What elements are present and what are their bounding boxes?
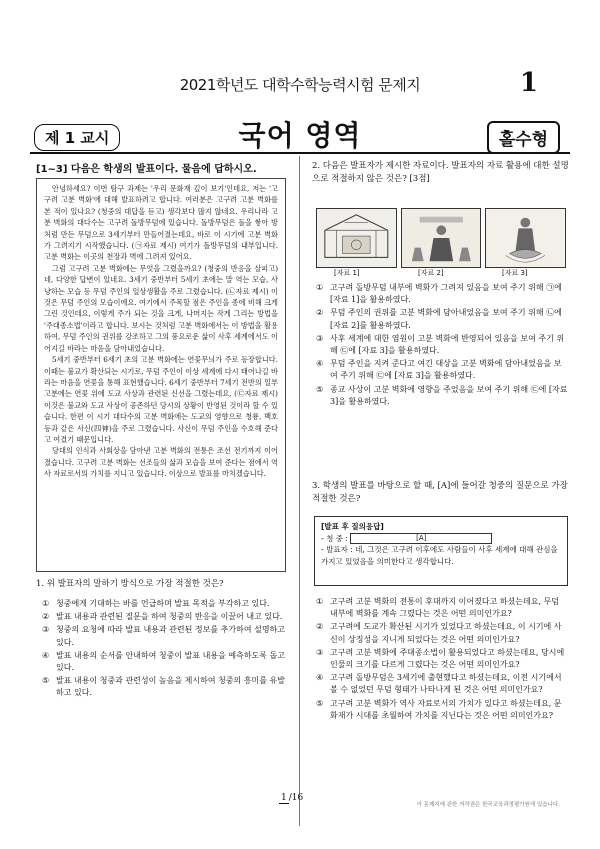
session-label: 제 1 교시 xyxy=(34,124,120,151)
qa-presenter-line: - 발표자 : 네, 그것은 고구려 이후에도 사람들이 사후 세계에 대해 관심을 가지고 있었음을 의미한다고 생각합니다. xyxy=(321,545,558,566)
option[interactable]: ⑤ 고구려 고분 벽화가 역사 자료로서의 가치가 있다고 하셨는데요, 문화재가 시대를 초월하여 가치를 지닌다는 것은 어떤 의미인가요? xyxy=(316,698,562,720)
option[interactable]: ② 고구려에 도교가 확산된 시기가 있었다고 하셨는데요, 이 시기에 사신이 상징성을 지니게 되었다는 것은 어떤 의미인가요? xyxy=(316,622,562,644)
passage-paragraph: 당대의 인식과 사회상을 담아낸 고분 벽화의 전통은 조선 전기까지 이어졌습니다. 고구려 고분 벽화는 선조들의 삶과 모습을 보여 준다는 점에서 역사 자료로서의 가치를 지니고 있습니다. 이상으로 발표를 마치겠습니다. xyxy=(44,446,278,479)
header-rule xyxy=(30,152,570,154)
option[interactable]: ① 고구려 돌방무덤 내부에 벽화가 그려져 있음을 보여 주기 위해 ㉠에 [자료 1]을 활용하였다. xyxy=(316,283,562,305)
column-divider xyxy=(299,156,300,826)
tomb-interior-image xyxy=(316,208,397,268)
option[interactable]: ③ 고구려 고분 벽화에 주대종소법이 활용되었다고 하셨는데요, 당시에 인물의 크기를 다르게 그렸다는 것은 어떤 의미인가요? xyxy=(316,647,565,670)
question-2-options xyxy=(316,282,568,409)
option[interactable]: ④ 무덤 주인을 지켜 준다고 여긴 대상을 고분 벽화에 담아내었음을 보여 주기 위해 ㉢에 [자료 3]을 활용하였다. xyxy=(316,359,562,381)
page-indicator: 1 /16 xyxy=(281,793,304,803)
instruction: [1~3] 다음은 학생의 발표이다. 물음에 답하시오. xyxy=(36,164,257,175)
passage-paragraph: 5세기 중반부터 6세기 초의 고분 벽화에는 연꽃무늬가 주로 등장합니다. 이때는 불교가 확산되는 시기로, 무덤 주인이 이상 세계에 다시 태어나길 바라는 마음을 연꽃을 통해 표현했습니다. 6세기 중반부터 7세기 전반의 일부 고분에는 연꽃 위에 도교 사상과 관련된 신선을 그렸는데요, (㉢자료 제시) 이것은 불교와 도교 사상이 공존하던 당시의 상황이 반영된 것이라 할 수 있습니다. 한편 이 시기 대다수의 고분 벽화에는 도교의 영향으로 청룡, 백호 등과 같은 사신(四神)을 주로 그렸습니다. 사신이 무덤 주인을 수호해 준다고 여겼기 때문입니다. xyxy=(44,355,278,444)
qa-box-title: [발표 후 질의응답] xyxy=(321,522,384,531)
exam-title: 2021학년도 대학수학능력시험 문제지 xyxy=(179,76,421,94)
passage-box xyxy=(36,178,286,572)
copyright-notice: 이 문제지에 관한 저작권은 한국교육과정평가원에 있습니다. xyxy=(416,802,560,808)
option[interactable]: ③ 사후 세계에 대한 염원이 고분 벽화에 반영되어 있음을 보여 주기 위해 ㉢에 [자료 3]을 활용하였다. xyxy=(316,333,565,356)
tomb-owner-portrait-image xyxy=(401,208,482,268)
passage-paragraph: 그럼 고구려 고분 벽화에는 무엇을 그렸을까요? (청중의 반응을 살피고) 네, 다양한 답변이 있네요. 3세기 중반부터 5세기 초에는 말 역는 모습, 사냥하는 모습 등 무덤 주인의 일상생활을 주로 그렸습니다. (㉡자료 제시) 이것은 무덤 주인의 모습이에요. 여기에서 주목할 점은 주인을 종에 비해 크게 그린 것인데요, 이렇게 주가 되는 것을 크게, 나머지는 작게 그리는 방법을 '주대종소법'이라고 합니다. 보시는 것처럼 고분 벽화에서는 이 방법을 활용하여, 무덤 주인의 권위를 강조하고 그의 풍요로운 삶이 사후 세계에서도 이어지길 바라는 마음을 담아내었습니다. xyxy=(44,263,278,353)
option[interactable]: ② 발표 내용과 관련된 질문을 하여 청중의 반응을 이끌어 내고 있다. xyxy=(42,612,283,622)
subject-title: 국어 영역 xyxy=(238,119,362,152)
question-2-stem: 2. 다음은 발표자가 제시한 자료이다. 발표자의 자료 활용에 대한 설명으로 적절하지 않은 것은? [3점] xyxy=(312,161,569,184)
form-type-badge: 홀수형 xyxy=(487,121,560,154)
option[interactable]: ⑤ 종교 사상이 고분 벽화에 영향을 주었음을 보여 주기 위해 ㉢에 [자료 3]을 활용하였다. xyxy=(316,384,568,406)
option[interactable]: ① 청중에게 기대하는 바를 언급하며 발표 목적을 부각하고 있다. xyxy=(42,599,270,608)
immortal-on-lotus-image xyxy=(485,208,566,268)
blank-a: [A] xyxy=(350,533,492,544)
qa-box xyxy=(314,516,568,586)
figure-caption: [자료 3] xyxy=(502,269,528,277)
option[interactable]: ④ 고구려 돌방무덤은 3세기에 출현했다고 하셨는데요, 이전 시기에서 볼 수 없었던 무덤 형태가 나타나게 된 것은 어떤 의미인가요? xyxy=(316,673,562,695)
question-1-options xyxy=(42,598,290,701)
passage-paragraph: 안녕하세요? 이번 탐구 과제는 '우리 문화재 깊이 보기'인데요, 저는 '고구려 고분 벽화'에 대해 발표하려고 합니다. 여러분은 고구려 고분 벽화를 본 적이 있나요? (청중의 대답을 듣고) 생각보다 많지 않네요. 우리나라 고분 벽화의 대다수는 고구려 돌방무덤에 있습니다. 돌방무덤은 돌을 쌓아 방처럼 만든 무덤으로 3세기부터 만들어졌는데요, 바로 이 시기에 고분 벽화가 그려지기 시작했습니다. (㉠자료 제시) 여기가 돌방무덤의 내부입니다. 고분 벽화는 이곳의 천장과 벽에 그려져 있어요. xyxy=(44,184,278,262)
page-number: 1 xyxy=(519,68,538,98)
question-3-stem: 3. 학생의 발표를 바탕으로 할 때, [A]에 들어갈 청중의 질문으로 가장 적절한 것은? xyxy=(312,481,568,504)
figure-caption: [자료 1] xyxy=(334,269,360,277)
qa-audience-line: - 청 중 : [A] xyxy=(321,533,561,545)
option[interactable]: ① 고구려 고분 벽화의 전통이 후대까지 이어졌다고 하셨는데요, 무덤 내부에 벽화를 계속 그렸다는 것은 어떤 의미인가요? xyxy=(316,597,559,619)
question-3-options xyxy=(316,596,568,723)
option[interactable]: ⑤ 발표 내용이 청중과 관련성이 높음을 제시하여 청중의 흥미를 유발하고 있다. xyxy=(42,676,285,698)
question-1-stem: 1. 위 발표자의 말하기 방식으로 가장 적절한 것은? xyxy=(36,579,224,589)
figure-caption: [자료 2] xyxy=(418,269,444,277)
figure-row xyxy=(316,208,566,268)
option[interactable]: ③ 청중의 요청에 따라 발표 내용과 관련된 정보를 추가하여 설명하고 있다. xyxy=(42,625,285,647)
option[interactable]: ② 무덤 주인의 권위를 고분 벽화에 담아내었음을 보여 주기 위해 ㉡에 [자료 2]를 활용하였다. xyxy=(316,308,562,330)
option[interactable]: ④ 발표 내용의 순서를 안내하여 청중이 발표 내용을 예측하도록 돕고 있다. xyxy=(42,650,285,673)
